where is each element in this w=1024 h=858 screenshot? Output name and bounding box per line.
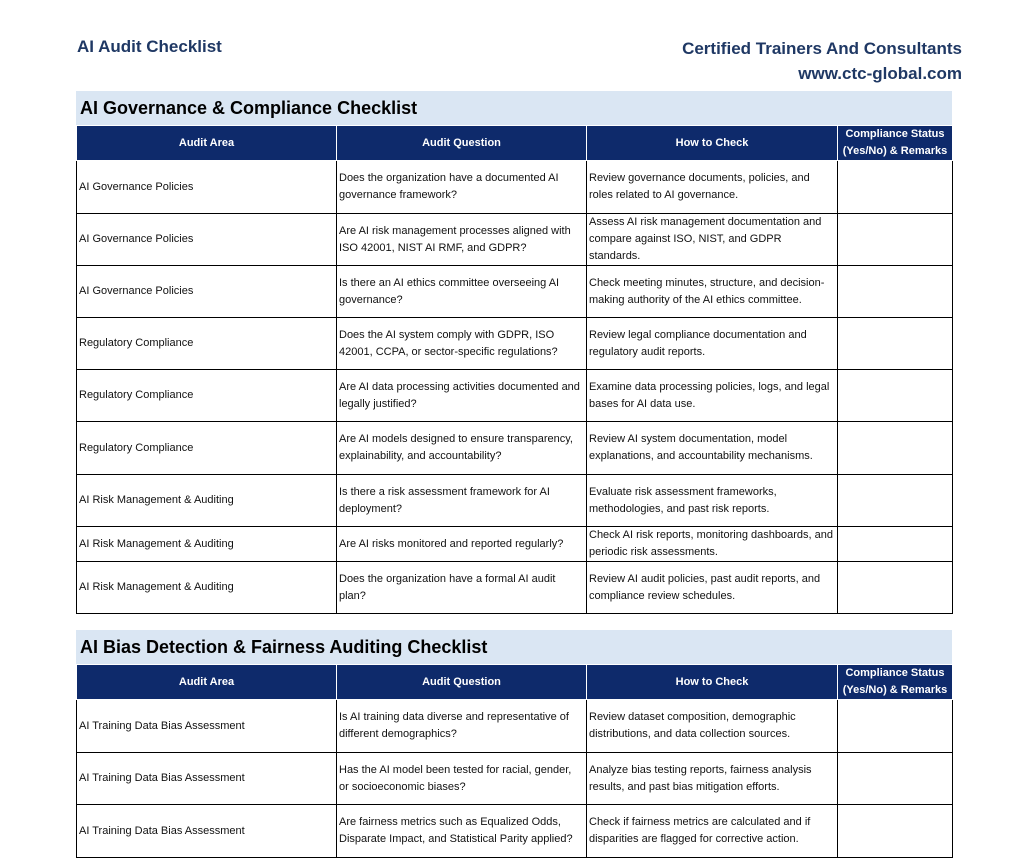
cell-status[interactable] (838, 700, 953, 753)
cell-status[interactable] (838, 805, 953, 858)
cell-area: AI Risk Management & Auditing (77, 475, 337, 527)
header-audit-area: Audit Area (77, 665, 337, 700)
cell-area: AI Governance Policies (77, 214, 337, 266)
header-audit-area: Audit Area (77, 126, 337, 161)
checklist-table (76, 125, 953, 614)
cell-area: AI Governance Policies (77, 266, 337, 318)
company-block (682, 36, 962, 86)
cell-status[interactable] (838, 753, 953, 805)
cell-check: Check meeting minutes, structure, and decision-making authority of the AI ethics committee. (587, 266, 838, 318)
cell-question: Are AI risks monitored and reported regularly? (337, 527, 587, 562)
cell-area: Regulatory Compliance (77, 370, 337, 422)
cell-question: Does the AI system comply with GDPR, ISO 42001, CCPA, or sector-specific regulations? (337, 318, 587, 370)
header-audit-question: Audit Question (337, 665, 587, 700)
header-compliance-status: Compliance Status (Yes/No) & Remarks (838, 665, 953, 700)
cell-question: Are AI risk management processes aligned with ISO 42001, NIST AI RMF, and GDPR? (337, 214, 587, 266)
header-audit-question: Audit Question (337, 126, 587, 161)
cell-area: AI Governance Policies (77, 161, 337, 214)
cell-check: Check AI risk reports, monitoring dashboards, and periodic risk assessments. (587, 527, 838, 562)
table-row (77, 700, 953, 753)
cell-question: Is AI training data diverse and representative of different demographics? (337, 700, 587, 753)
section-title: AI Bias Detection & Fairness Auditing Checklist (76, 630, 952, 664)
cell-check: Review AI system documentation, model explanations, and accountability mechanisms. (587, 422, 838, 475)
table-row (77, 266, 953, 318)
cell-question: Does the organization have a documented AI governance framework? (337, 161, 587, 214)
table-row (77, 214, 953, 266)
cell-status[interactable] (838, 161, 953, 214)
cell-status[interactable] (838, 527, 953, 562)
cell-status[interactable] (838, 562, 953, 614)
section-title: AI Governance & Compliance Checklist (76, 91, 952, 125)
cell-check: Analyze bias testing reports, fairness analysis results, and past bias mitigation efforts. (587, 753, 838, 805)
cell-status[interactable] (838, 370, 953, 422)
cell-check: Evaluate risk assessment frameworks, methodologies, and past risk reports. (587, 475, 838, 527)
cell-status[interactable] (838, 266, 953, 318)
table-row (77, 422, 953, 475)
cell-question: Are AI data processing activities documented and legally justified? (337, 370, 587, 422)
cell-check: Review legal compliance documentation and regulatory audit reports. (587, 318, 838, 370)
table-row (77, 318, 953, 370)
cell-area: AI Training Data Bias Assessment (77, 700, 337, 753)
cell-status[interactable] (838, 422, 953, 475)
table-header-row (77, 665, 953, 700)
section-bias-fairness (76, 630, 952, 858)
cell-check: Review governance documents, policies, and roles related to AI governance. (587, 161, 838, 214)
cell-area: AI Risk Management & Auditing (77, 527, 337, 562)
cell-check: Check if fairness metrics are calculated and if disparities are flagged for corrective action. (587, 805, 838, 858)
header-compliance-status: Compliance Status (Yes/No) & Remarks (838, 126, 953, 161)
cell-status[interactable] (838, 318, 953, 370)
cell-question: Has the AI model been tested for racial, gender, or socioeconomic biases? (337, 753, 587, 805)
cell-area: Regulatory Compliance (77, 422, 337, 475)
header-how-to-check: How to Check (587, 665, 838, 700)
cell-area: AI Risk Management & Auditing (77, 562, 337, 614)
section-governance (76, 91, 952, 614)
table-row (77, 527, 953, 562)
table-row (77, 562, 953, 614)
cell-area: AI Training Data Bias Assessment (77, 805, 337, 858)
document-title: AI Audit Checklist (77, 37, 222, 56)
table-row (77, 805, 953, 858)
table-row (77, 370, 953, 422)
cell-area: Regulatory Compliance (77, 318, 337, 370)
cell-check: Review AI audit policies, past audit reports, and compliance review schedules. (587, 562, 838, 614)
header-how-to-check: How to Check (587, 126, 838, 161)
cell-question: Are fairness metrics such as Equalized Odds, Disparate Impact, and Statistical Parity applied? (337, 805, 587, 858)
cell-question: Is there an AI ethics committee overseeing AI governance? (337, 266, 587, 318)
cell-area: AI Training Data Bias Assessment (77, 753, 337, 805)
cell-check: Assess AI risk management documentation and compare against ISO, NIST, and GDPR standards. (587, 214, 838, 266)
table-row (77, 753, 953, 805)
company-name: Certified Trainers And Consultants (682, 39, 962, 58)
company-url[interactable]: www.ctc-global.com (798, 64, 962, 83)
cell-question: Is there a risk assessment framework for AI deployment? (337, 475, 587, 527)
table-row (77, 475, 953, 527)
cell-question: Are AI models designed to ensure transparency, explainability, and accountability? (337, 422, 587, 475)
cell-status[interactable] (838, 475, 953, 527)
table-header-row (77, 126, 953, 161)
cell-check: Examine data processing policies, logs, and legal bases for AI data use. (587, 370, 838, 422)
cell-question: Does the organization have a formal AI audit plan? (337, 562, 587, 614)
checklist-table (76, 664, 953, 858)
cell-status[interactable] (838, 214, 953, 266)
cell-check: Review dataset composition, demographic distributions, and data collection sources. (587, 700, 838, 753)
table-row (77, 161, 953, 214)
